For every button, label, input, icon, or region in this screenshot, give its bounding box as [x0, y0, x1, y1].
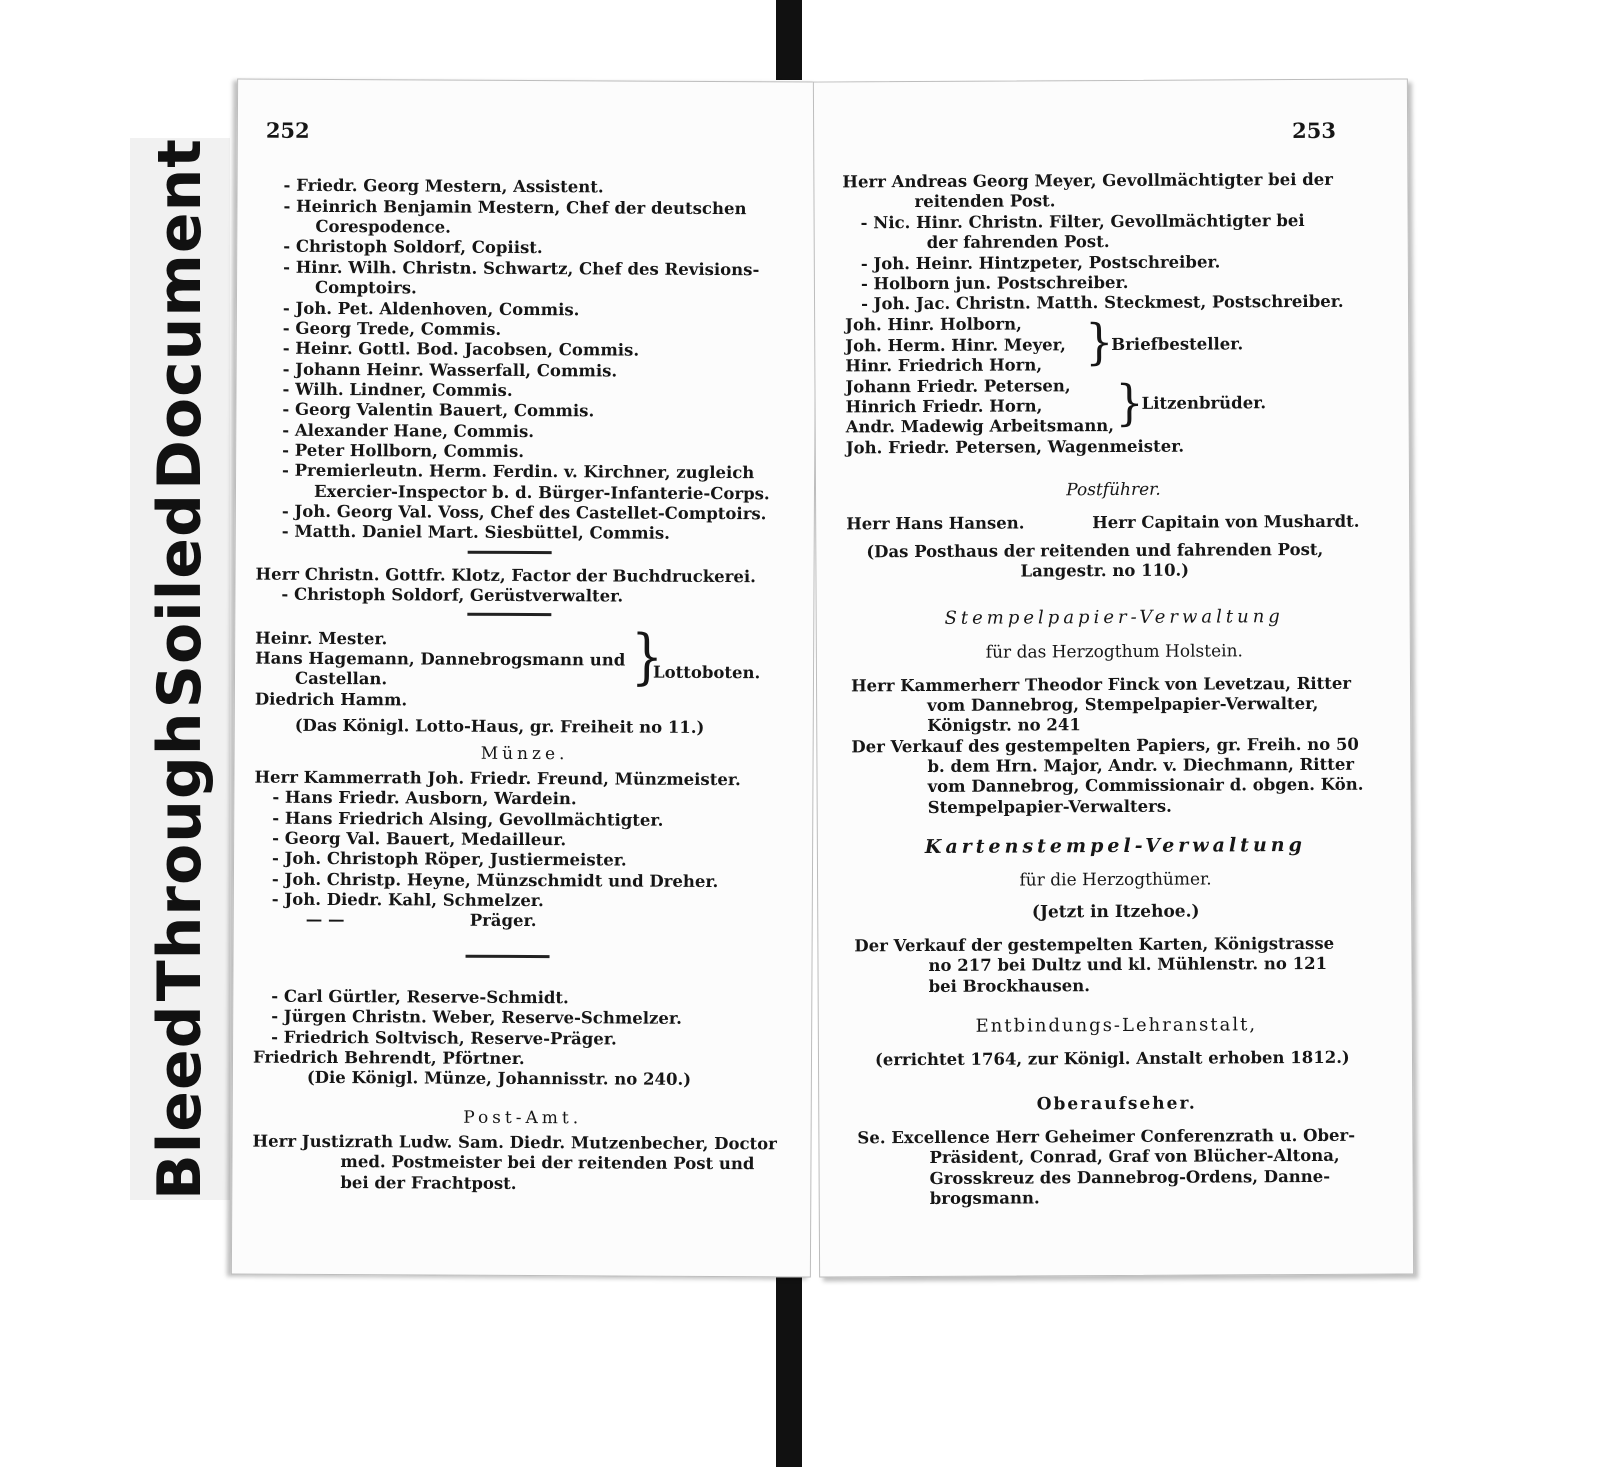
text-line: - Georg Trede, Commis.	[282, 318, 502, 339]
litzen-name: Andr. Madewig Arbeitsmann,	[845, 415, 1115, 437]
text-line: - Friedrich Soltvisch, Reserve-Präger.	[271, 1027, 617, 1049]
lotto-name: Castellan.	[294, 668, 388, 689]
stamp-word: Soiled	[145, 493, 215, 709]
curly-brace: }	[1115, 375, 1144, 432]
text-line: - Hans Friedr. Ausborn, Wardein.	[272, 787, 577, 809]
text-line: brogsmann.	[929, 1188, 1040, 1208]
section-rule	[466, 955, 550, 958]
text-line: - Carl Gürtler, Reserve-Schmidt.	[271, 986, 569, 1008]
section-rule	[468, 551, 552, 554]
text-line: Der Verkauf der gestempelten Karten, Königstrasse	[854, 933, 1335, 956]
text-line: - Hinr. Wilh. Christn. Schwartz, Chef des Revisions-	[283, 257, 760, 280]
text-line: Stempelpapier-Verwalters.	[927, 796, 1172, 817]
text-line: - Christoph Soldorf, Copiist.	[283, 236, 543, 258]
section-note: (errichtet 1764, zur Königl. Anstalt erhoben 1812.)	[874, 1047, 1350, 1070]
text-line: Exercier-Inspector b. d. Bürger-Infanterie-Corps.	[313, 481, 770, 504]
brief-name: Joh. Hinr. Holborn,	[845, 314, 1022, 335]
text-line: Präger.	[469, 910, 537, 931]
text-line: - Peter Hollborn, Commis.	[282, 440, 525, 461]
section-subheading: für das Herzogthum Holstein.	[985, 641, 1243, 663]
book-spine-bottom	[776, 1276, 802, 1467]
brief-name: Hinr. Friedrich Horn,	[845, 355, 1043, 376]
section-heading: Post-Amt.	[463, 1107, 583, 1129]
page-number: 253	[1292, 117, 1337, 144]
text-line: - Heinr. Gottl. Bod. Jacobsen, Commis.	[282, 338, 640, 360]
text-line: - Nic. Hinr. Christn. Filter, Gevollmächtigter bei	[860, 210, 1305, 233]
stamp-word: Document	[145, 138, 215, 490]
brief-name: Joh. Herm. Hinr. Meyer,	[845, 335, 1066, 356]
text-line: Joh. Friedr. Petersen, Wagenmeister.	[845, 436, 1185, 458]
text-line: - Heinrich Benjamin Mestern, Chef der deutschen	[283, 196, 747, 219]
text-line: vom Dannebrog, Stempelpapier-Verwalter,	[927, 693, 1319, 715]
section-heading: Entbindungs-Lehranstalt,	[975, 1014, 1258, 1037]
text-line: - Joh. Pet. Aldenhoven, Commis.	[282, 298, 580, 320]
section-subheading: für die Herzogthümer.	[1019, 869, 1212, 891]
section-heading: Oberaufseher.	[1036, 1093, 1197, 1115]
text-line: - Johann Heinr. Wasserfall, Commis.	[282, 359, 618, 381]
text-line: bei der Frachtpost.	[340, 1173, 517, 1193]
brief-label: Briefbesteller.	[1111, 334, 1244, 355]
page-number: 252	[265, 117, 310, 143]
text-line: - Joh. Heinr. Hintzpeter, Postschreiber.	[860, 252, 1221, 274]
stamp-text	[130, 138, 230, 1200]
section-heading: Postführer.	[1066, 479, 1161, 501]
text-line: - Friedr. Georg Mestern, Assistent.	[283, 175, 604, 197]
text-line: Friedrich Behrendt, Pförtner.	[252, 1047, 525, 1069]
text-line: Herr Andreas Georg Meyer, Gevollmächtigter bei der	[842, 169, 1333, 192]
curly-brace: }	[630, 621, 664, 692]
text-line: Grosskreuz des Dannebrog-Ordens, Danne-	[929, 1166, 1331, 1188]
lotto-name: Heinr. Mester.	[255, 628, 388, 649]
text-line: no 217 bei Dultz und kl. Mühlenstr. no 121	[928, 953, 1328, 975]
text-line: - Joh. Georg Val. Voss, Chef des Castellet-Comptoirs.	[281, 501, 767, 524]
text-line: - Hans Friedrich Alsing, Gevollmächtigter.	[272, 808, 664, 830]
address-note: Langestr. no 110.)	[1020, 560, 1190, 581]
section-heading: Münze.	[480, 743, 569, 765]
text-line: Se. Excellence Herr Geheimer Conferenzrath u. Ober-	[857, 1125, 1356, 1148]
litzen-name: Johann Friedr. Petersen,	[845, 376, 1071, 397]
right-page	[813, 78, 1414, 1277]
text-line: reitenden Post.	[914, 191, 1056, 212]
text-line: med. Postmeister bei der reitenden Post und	[340, 1152, 755, 1174]
text-line: - Jürgen Christn. Weber, Reserve-Schmelzer.	[271, 1006, 682, 1028]
lotto-name: Hans Hagemann, Dannebrogsmann und	[255, 648, 626, 670]
text-line: - Premierleutn. Herm. Ferdin. v. Kirchner, zugleich	[282, 460, 755, 483]
book-spine-top	[776, 0, 802, 80]
text-line: Herr Kammerrath Joh. Friedr. Freund, Münzmeister.	[254, 767, 741, 790]
address-note: (Das Posthaus der reitenden und fahrenden Post,	[866, 539, 1324, 562]
text-line: Comptoirs.	[314, 277, 417, 298]
stamp-word: Bleed	[145, 1004, 215, 1200]
text-line: Herr Christn. Gottfr. Klotz, Factor der Buchdruckerei.	[255, 564, 756, 587]
address-note: (Die Königl. Münze, Johannisstr. no 240.)	[306, 1067, 692, 1089]
lotto-name: Diedrich Hamm.	[254, 689, 408, 710]
watermark-stamp	[130, 138, 230, 1200]
section-rule	[467, 613, 551, 616]
text-line: - Georg Valentin Bauert, Commis.	[282, 399, 595, 421]
text-line: - Joh. Christp. Heyne, Münzschmidt und Dreher.	[271, 869, 719, 892]
section-note: (Jetzt in Itzehoe.)	[1031, 901, 1200, 923]
section-heading: Kartenstempel-Verwaltung	[924, 833, 1306, 858]
text-line: - Joh. Diedr. Kahl, Schmelzer.	[271, 889, 544, 911]
text-line: Herr Capitain von Mushardt.	[1092, 511, 1360, 533]
litzen-name: Hinrich Friedr. Horn,	[845, 396, 1043, 417]
left-page	[231, 78, 817, 1277]
text-line: Der Verkauf des gestempelten Papiers, gr. Freih. no 50	[851, 734, 1359, 757]
text-line: - Joh. Jac. Christn. Matth. Steckmest, Postschreiber.	[860, 291, 1344, 314]
text-line: der fahrenden Post.	[926, 232, 1110, 252]
text-line: - Georg Val. Bauert, Medailleur.	[272, 828, 567, 850]
text-line: - Joh. Christoph Röper, Justiermeister.	[272, 848, 627, 870]
text-line: bei Brockhausen.	[928, 976, 1091, 996]
text-line: - Christoph Soldorf, Gerüstverwalter.	[281, 584, 624, 606]
ditto-dash: — —	[305, 909, 345, 930]
text-line: b. dem Hrn. Major, Andr. v. Diechmann, Ritter	[927, 754, 1355, 776]
text-line: Herr Hans Hansen.	[846, 513, 1025, 534]
text-line: - Wilh. Lindner, Commis.	[282, 379, 513, 400]
curly-brace: }	[1085, 314, 1114, 371]
address-note: (Das Königl. Lotto-Haus, gr. Freiheit no 11.)	[294, 715, 705, 737]
text-line: - Alexander Hane, Commis.	[282, 420, 535, 442]
text-line: Königstr. no 241	[927, 715, 1081, 735]
stamp-word: Through	[145, 711, 215, 1002]
text-line: Präsident, Conrad, Graf von Blücher-Altona,	[929, 1145, 1340, 1167]
text-line: Corespodence.	[315, 216, 451, 237]
text-line: - Holborn jun. Postschreiber.	[860, 272, 1129, 294]
litzen-label: Litzenbrüder.	[1141, 393, 1267, 413]
text-line: Herr Justizrath Ludw. Sam. Diedr. Mutzenbecher, Doctor	[252, 1131, 777, 1154]
lotto-label: Lottoboten.	[652, 662, 761, 683]
section-heading: Stempelpapier-Verwaltung	[944, 606, 1284, 629]
text-line: vom Dannebrog, Commissionair d. obgen. Kön.	[927, 774, 1364, 796]
text-line: - Matth. Daniel Mart. Siesbüttel, Commis.	[281, 521, 670, 543]
text-line: Herr Kammerherr Theodor Finck von Levetzau, Ritter	[850, 673, 1352, 696]
